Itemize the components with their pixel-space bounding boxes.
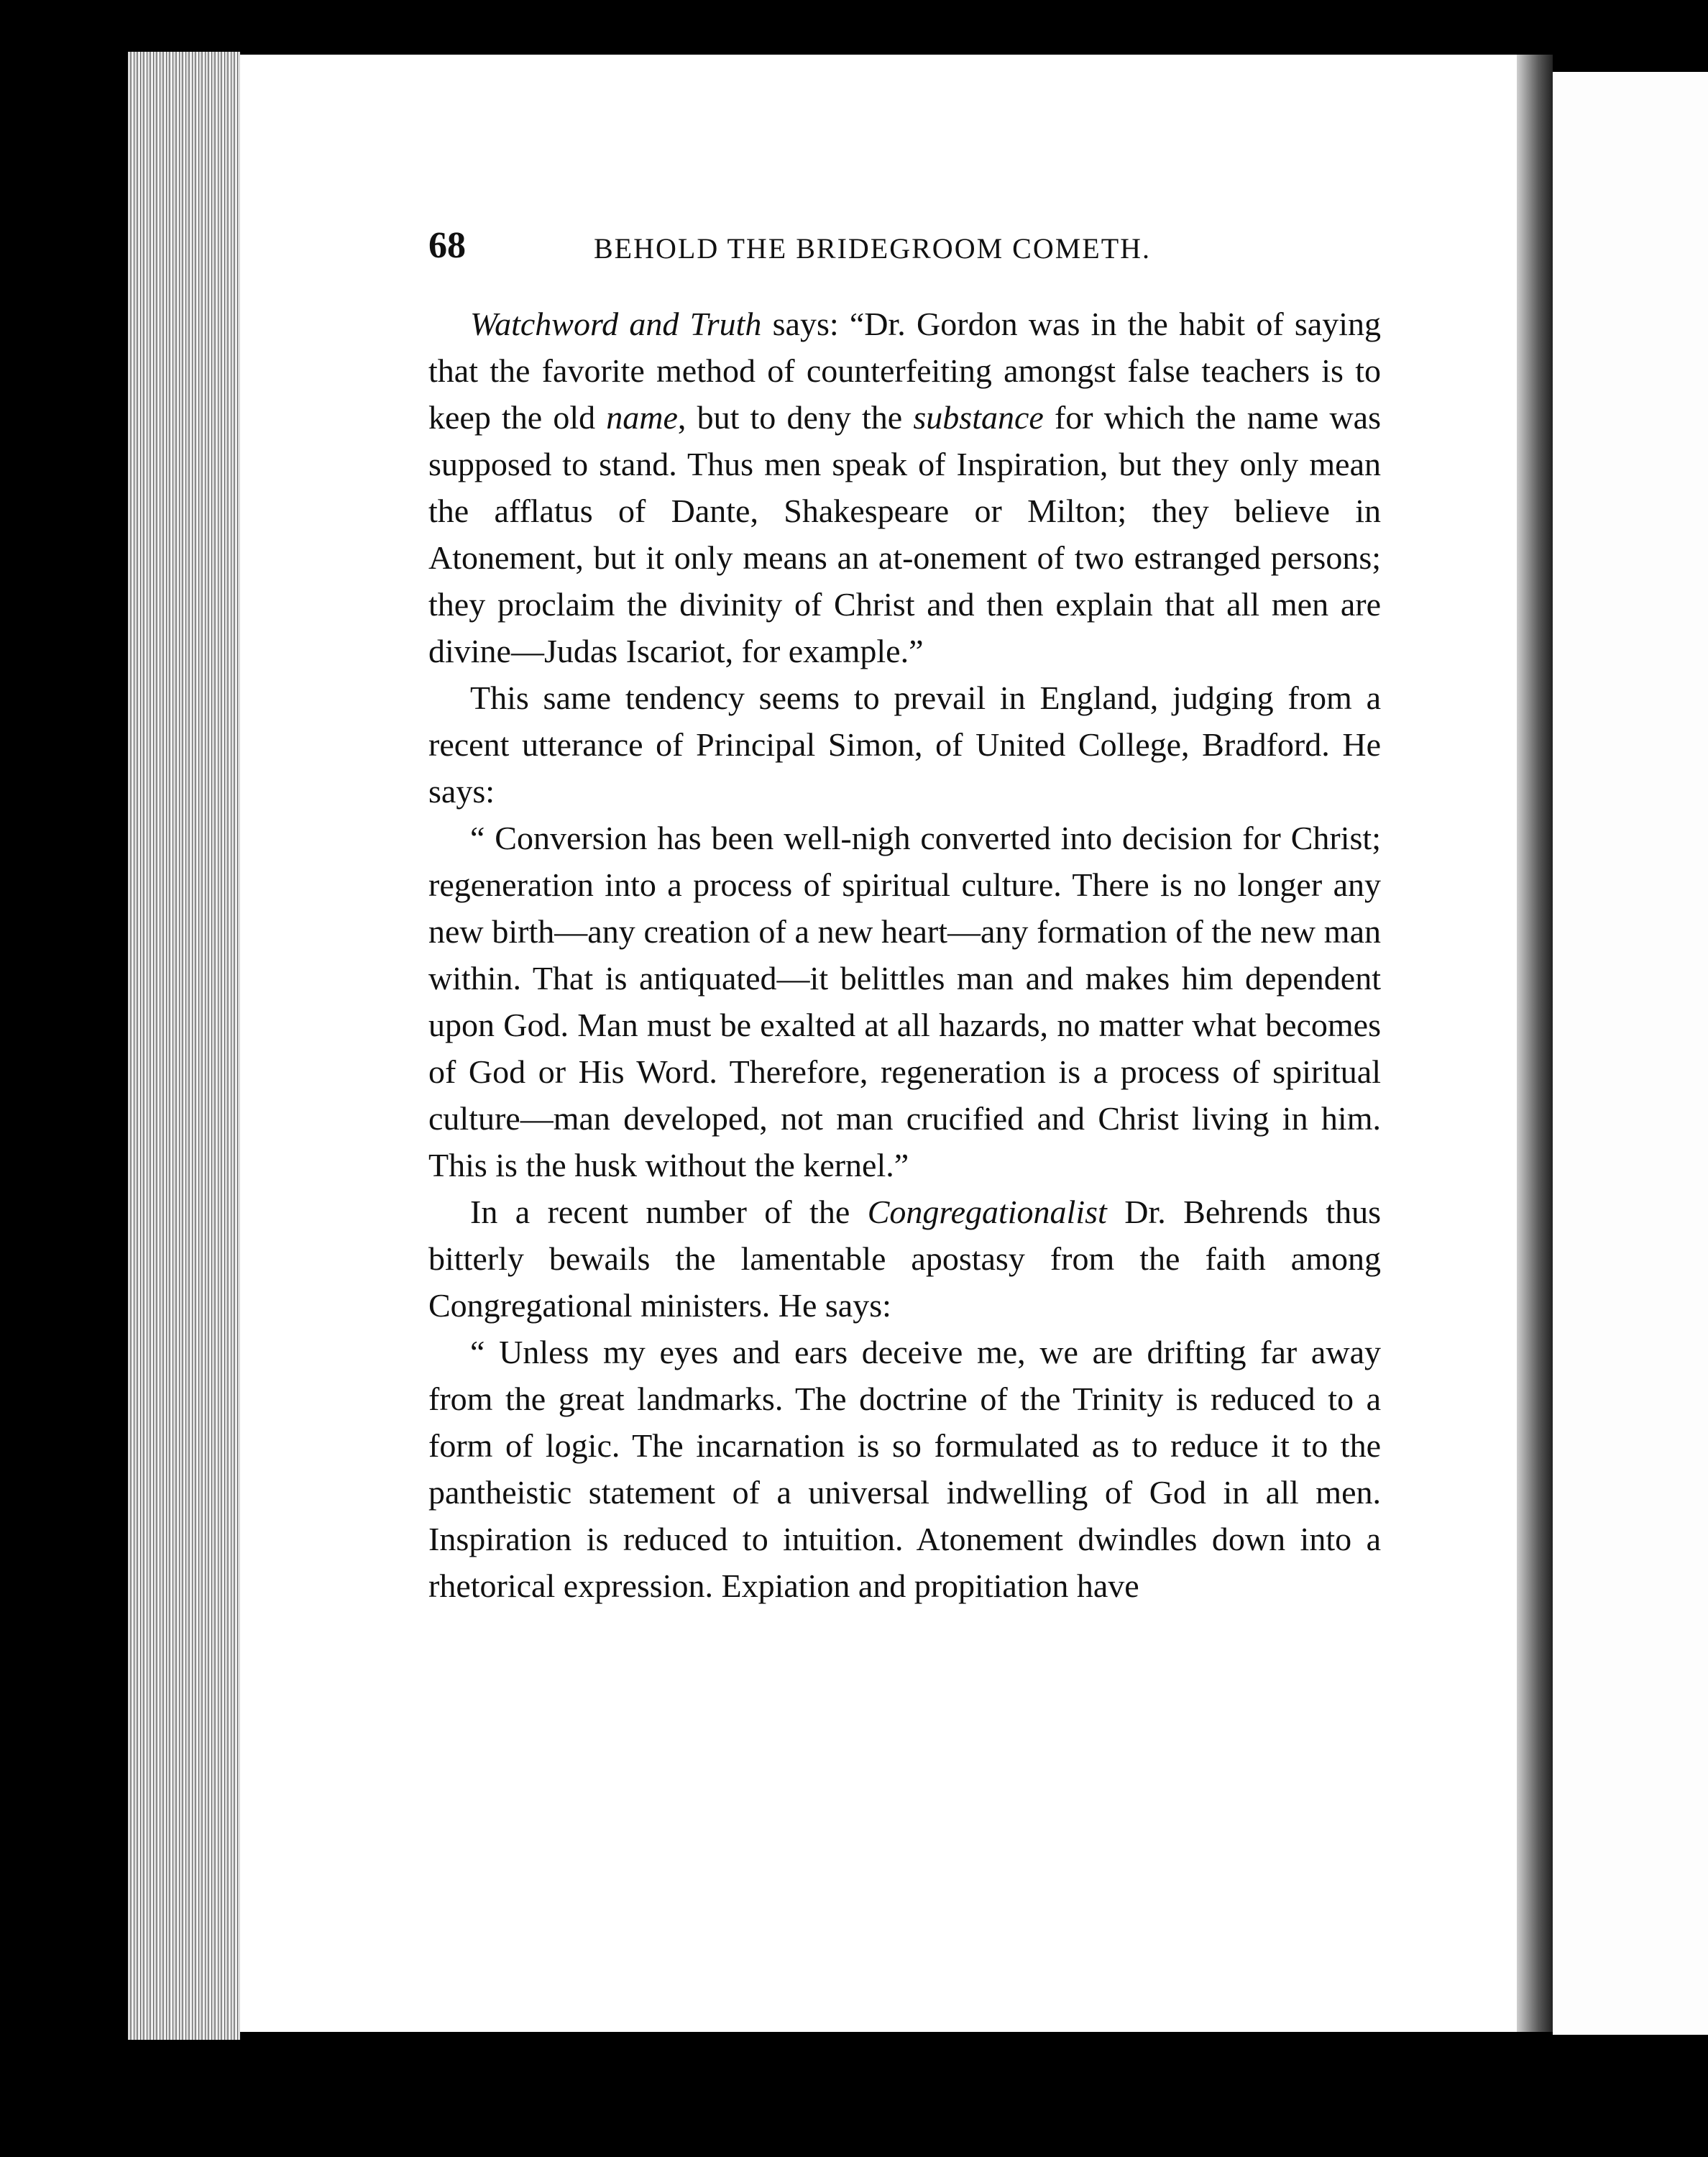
paragraph-4	[428, 1189, 1381, 1329]
page-body	[428, 301, 1381, 1609]
page-number: 68	[428, 225, 466, 266]
italic-substance: substance	[913, 399, 1044, 436]
italic-congregationalist: Congregationalist	[867, 1194, 1107, 1230]
source-title: Watchword and Truth	[470, 306, 762, 342]
paragraph-1-rest: for which the name was supposed to stand. Thus men speak of Inspiration, but they only mean the afflatus of Dante, Shakespeare or Milton; they believe in Atonement, but it only means an at-onement of two estranged persons; they proclaim the divinity of Christ and then explain that all men are divine—Judas Iscariot, for example.”	[428, 399, 1381, 669]
paragraph-5: “ Unless my eyes and ears deceive me, we are drifting far away from the great landmarks. The doctrine of the Trinity is reduced to a form of logic. The incarnation is so formulated as to reduce it to the pantheistic statement of a universal indwelling of God in all men. Inspiration is reduced to intuition. Atonement dwindles down into a rhetorical expression. Expiation and propitiation have	[428, 1334, 1381, 1604]
running-title: BEHOLD THE BRIDEGROOM COMETH.	[594, 232, 1152, 265]
paragraph-4-before: In a recent number of the	[470, 1194, 868, 1230]
italic-name: name	[606, 399, 678, 436]
paragraph-2: This same tendency seems to prevail in England, judging from a recent utterance of Principal Simon, of United College, Bradford. He says:	[428, 679, 1381, 810]
book-page-edges	[128, 52, 240, 2040]
paragraph-1-mid: , but to deny the	[677, 399, 914, 436]
paragraph-1	[428, 301, 1381, 674]
page-header	[428, 224, 1399, 267]
facing-page	[1553, 72, 1708, 2035]
paragraph-3: “ Conversion has been well-nigh converted into decision for Christ; regeneration into a process of spiritual culture. There is no longer any new birth—any creation of a new heart—any formation of the new man within. That is antiquated—it belittles man and makes him dependent upon God. Man must be exalted at all hazards, no matter what becomes of God or His Word. Therefore, regeneration is a process of spiritual culture—man developed, not man crucified and Christ living in him. This is the husk without the kernel.”	[428, 820, 1381, 1183]
paragraph-1-text: says: “Dr. Gordon was in the habit of saying that the favorite method of counterfeiting amongst false teachers is to keep the old	[428, 306, 1381, 436]
book-gutter	[1517, 55, 1553, 2032]
paragraph-4-after: Dr. Behrends thus bitterly bewails the lamentable apostasy from the faith among Congregational ministers. He says:	[428, 1194, 1381, 1324]
